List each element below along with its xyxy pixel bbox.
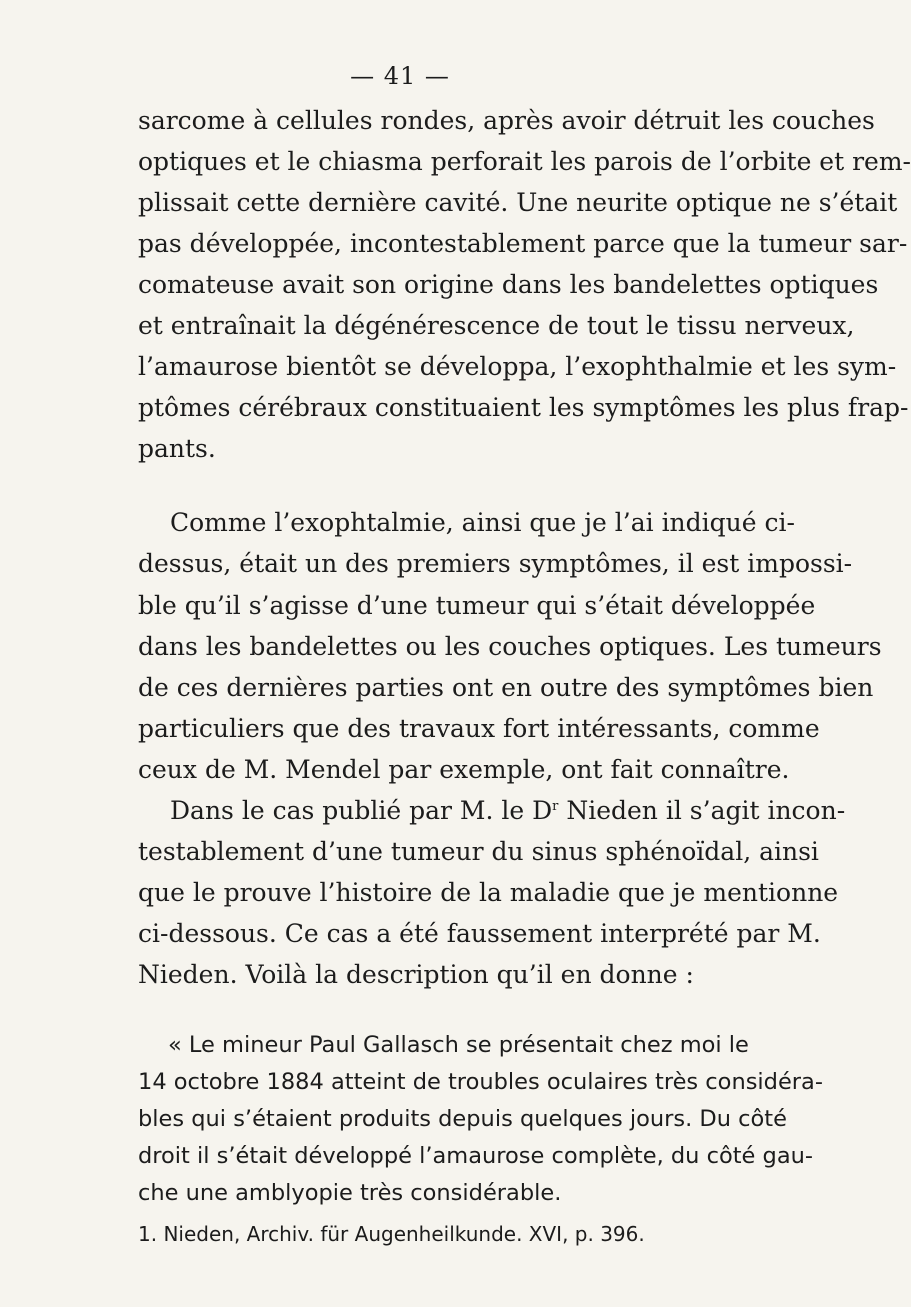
text-line: [170, 793, 846, 829]
text-line: testablement d’une tumeur du sinus sphénoïdal, ainsi: [138, 837, 819, 866]
text-line: ci-dessous. Ce cas a été faussement interprété par M.: [138, 919, 821, 948]
text-line: particuliers que des travaux fort intéressants, comme: [138, 714, 820, 743]
text-segment: Nieden il s’agit incon-: [558, 796, 846, 825]
text-line: Nieden. Voilà la description qu’il en donne :: [138, 960, 694, 989]
text-line: pants.: [138, 434, 216, 463]
text-line: 14 octobre 1884 atteint de troubles oculaires très considéra-: [138, 1069, 823, 1095]
text-line: ble qu’il s’agisse d’une tumeur qui s’était développée: [138, 591, 816, 620]
text-line: optiques et le chiasma perforait les parois de l’orbite et rem-: [138, 147, 911, 176]
text-line: l’amaurose bientôt se développa, l’exophthalmie et les sym-: [138, 352, 897, 381]
footnote: 1. Nieden, Archiv. für Augenheilkunde. XVI, p. 396.: [138, 1222, 645, 1246]
text-line: que le prouve l’histoire de la maladie que je mentionne: [138, 878, 839, 907]
text-line: « Le mineur Paul Gallasch se présentait chez moi le: [168, 1032, 749, 1058]
text-line: bles qui s’étaient produits depuis quelques jours. Du côté: [138, 1106, 787, 1132]
text-line: ceux de M. Mendel par exemple, ont fait connaître.: [138, 755, 790, 784]
text-line: dans les bandelettes ou les couches optiques. Les tumeurs: [138, 632, 882, 661]
page-number: — 41 —: [350, 62, 450, 90]
text-segment: Dans le cas publié par M. le D: [170, 796, 553, 825]
superscript: r: [552, 799, 559, 814]
text-line: droit il s’était développé l’amaurose complète, du côté gau-: [138, 1143, 813, 1169]
text-line: et entraînait la dégénérescence de tout le tissu nerveux,: [138, 311, 855, 340]
text-line: ptômes cérébraux constituaient les symptômes les plus frap-: [138, 393, 909, 422]
text-line: de ces dernières parties ont en outre des symptômes bien: [138, 673, 874, 702]
text-line: che une amblyopie très considérable.: [138, 1180, 562, 1206]
text-line: Comme l’exophtalmie, ainsi que je l’ai indiqué ci-: [170, 508, 795, 537]
text-line: plissait cette dernière cavité. Une neurite optique ne s’était: [138, 188, 898, 217]
text-line: comateuse avait son origine dans les bandelettes optiques: [138, 270, 879, 299]
text-line: sarcome à cellules rondes, après avoir détruit les couches: [138, 106, 875, 135]
text-line: dessus, était un des premiers symptômes, il est impossi-: [138, 549, 853, 578]
text-line: pas développée, incontestablement parce que la tumeur sar-: [138, 229, 908, 258]
